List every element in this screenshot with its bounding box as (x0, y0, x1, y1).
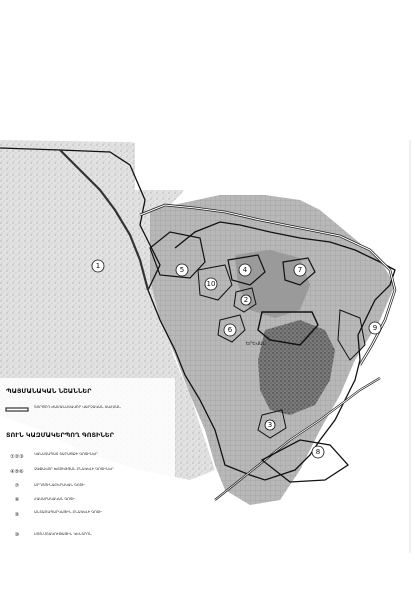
svg-text:3: 3 (267, 421, 273, 429)
zone-marker-10 (205, 278, 217, 290)
zone-marker-3 (265, 420, 275, 430)
legend (0, 378, 175, 553)
svg-text:4: 4 (242, 266, 248, 274)
zone-marker-7 (294, 264, 306, 276)
legend-heading-conventions: ՊԱՅՄԱՆԱԿԱՆ ՆՇԱՆՆԵՐ (6, 387, 92, 395)
svg-text:ՀԱՍԱՐԱԿԱԿԱՆ ԳՈՏԻ: ՀԱՍԱՐԱԿԱԿԱՆ ԳՈՏԻ (34, 497, 75, 501)
legend-heading-zones: ՏՈՒՆ ԿԱԶՄԱԿԵՐՊՈՂ ԳՈՏԻՆԵՐ (6, 431, 114, 439)
zone-marker-1 (92, 260, 104, 272)
svg-text:7: 7 (297, 266, 303, 274)
zone-marker-9 (369, 322, 381, 334)
zone-marker-4 (239, 264, 251, 276)
zone-marker-6 (224, 324, 236, 336)
svg-text:①②③: ①②③ (10, 454, 24, 460)
svg-text:⑨: ⑨ (14, 512, 20, 518)
zone-marker-2 (241, 295, 251, 305)
svg-text:ԳՈՐԾՈՂ ԺԱՄԱՆԱԿԱՎՈՐ ՎԱՐՉԱԿԱՆ ՍԱ: ԳՈՐԾՈՂ ԺԱՄԱՆԱԿԱՎՈՐ ՎԱՐՉԱԿԱՆ ՍԱՀՄԱՆ (34, 405, 121, 409)
svg-text:ՉԱՓԱՎՈՐ ԽՏՈՒԹՅԱՆ ԲՆԱԿԵԼԻ ԳՈՏԻՆ: ՉԱՓԱՎՈՐ ԽՏՈՒԹՅԱՆ ԲՆԱԿԵԼԻ ԳՈՏԻՆԵՐ (34, 467, 114, 471)
svg-text:8: 8 (315, 448, 321, 456)
svg-text:⑩: ⑩ (14, 532, 20, 538)
svg-text:9: 9 (372, 324, 378, 332)
svg-text:⑦: ⑦ (14, 483, 20, 489)
svg-text:ԱՐԴՅՈՒՆԱԲԵՐԱԿԱՆ ԳՈՏԻ: ԱՐԴՅՈՒՆԱԲԵՐԱԿԱՆ ԳՈՏԻ (34, 483, 85, 487)
svg-text:⑧: ⑧ (14, 497, 20, 503)
city-label: ԵՐԵՎԱՆ (246, 342, 266, 347)
svg-text:1: 1 (95, 262, 101, 270)
svg-text:6: 6 (227, 326, 233, 334)
zone-marker-8 (312, 446, 324, 458)
svg-text:10: 10 (206, 280, 216, 288)
blank-area (135, 140, 320, 190)
zone-marker-5 (176, 264, 188, 276)
svg-text:ՍՈՑ-ՄՇԱԿՈՒԹԱՅԻՆ ԿԵՆՏՐՈՆ: ՍՈՑ-ՄՇԱԿՈՒԹԱՅԻՆ ԿԵՆՏՐՈՆ (34, 532, 92, 536)
svg-text:④⑤⑥: ④⑤⑥ (10, 469, 24, 475)
svg-text:ԱՆՏԱՌԱՊԱՐԿԱՅԻՆ ԲՆԱԿԵԼԻ ԳՈՏԻ: ԱՆՏԱՌԱՊԱՐԿԱՅԻՆ ԲՆԱԿԵԼԻ ԳՈՏԻ (34, 510, 102, 514)
svg-text:2: 2 (243, 296, 249, 304)
svg-text:ԿԱՆԱՉԱՊԱՏ ՏԱՐԱԾՔԻ ԳՈՏԻՆԵՐ: ԿԱՆԱՉԱՊԱՏ ՏԱՐԱԾՔԻ ԳՈՏԻՆԵՐ (34, 452, 98, 456)
svg-text:5: 5 (179, 266, 185, 274)
